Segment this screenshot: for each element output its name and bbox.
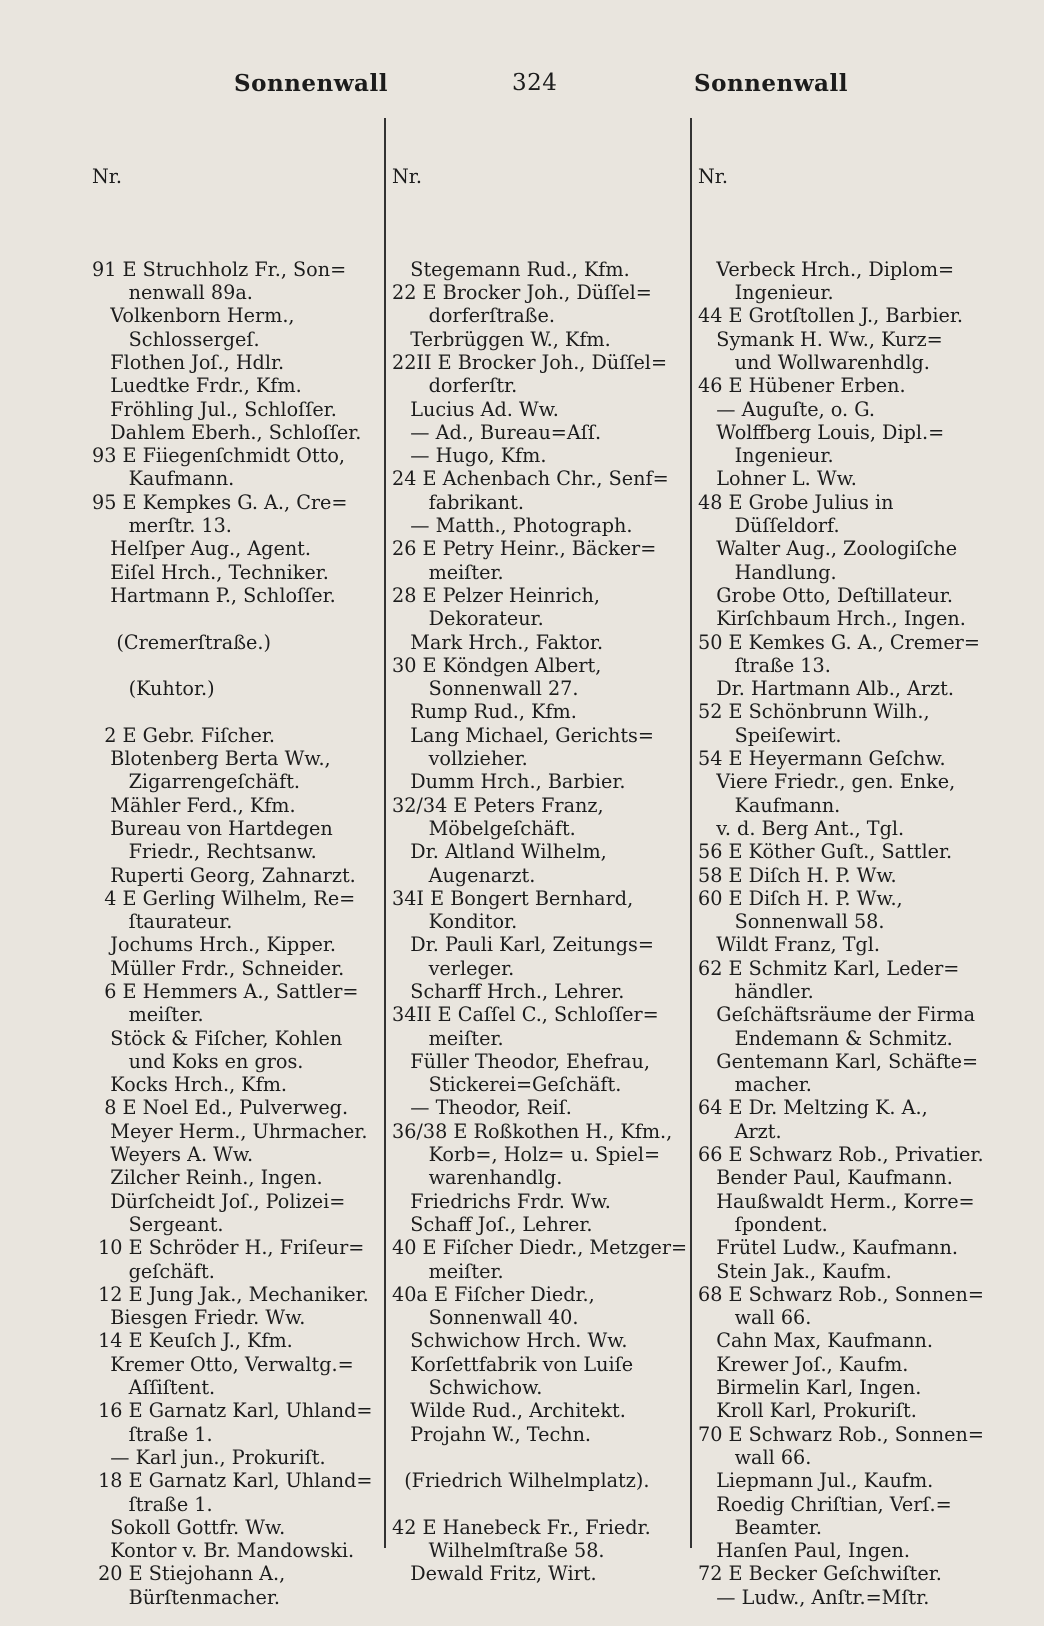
directory-entry-line: — Karl jun., Prokuriſt. [92, 1445, 326, 1469]
directory-entry-line: warenhandlg. [392, 1166, 563, 1190]
directory-entry-line: Eiſel Hrch., Techniker. [92, 560, 329, 584]
directory-entry-line: Ingenieur. [698, 444, 834, 468]
directory-entry-line: 91 E Struchholz Fr., Son= [92, 257, 347, 281]
directory-entry-line: 93 E Fiiegenſchmidt Otto, [92, 444, 345, 468]
directory-entry-line: Rump Rud., Kfm. [392, 700, 577, 724]
directory-entry-line: geſchäft. [92, 1259, 215, 1283]
directory-entry-line: 72 E Becker Geſchwiſter. [698, 1562, 942, 1586]
directory-entry-line: v. d. Berg Ant., Tgl. [698, 816, 905, 840]
directory-entry-line: Ruperti Georg, Zahnarzt. [92, 863, 356, 887]
column-entries [392, 234, 688, 1586]
directory-entry-line: vollzieher. [392, 747, 528, 771]
directory-entry-line: Mähler Ferd., Kfm. [92, 793, 296, 817]
directory-entry-line: 64 E Dr. Meltzing K. A., [698, 1096, 928, 1120]
directory-entry-line: Haußwaldt Herm., Korre= [698, 1189, 975, 1213]
directory-entry-line: Viere Friedr., gen. Enke, [698, 770, 956, 794]
directory-entry-line: Flothen Joſ., Hdlr. [92, 350, 285, 374]
directory-entry-line: meiſter. [392, 560, 504, 584]
directory-entry-line: Füller Theodor, Ehefrau, [392, 1049, 650, 1073]
directory-entry-line: Bender Paul, Kaufmann. [698, 1166, 953, 1190]
directory-entry-line: Cahn Max, Kaufmann. [698, 1329, 934, 1353]
directory-entry-line: 24 E Achenbach Chr., Senf= [392, 467, 669, 491]
directory-entry-line: (Cremerſtraße.) [92, 630, 271, 654]
directory-entry-line: ſtaurateur. [92, 910, 233, 934]
directory-entry-line: Meyer Herm., Uhrmacher. [92, 1119, 368, 1143]
directory-entry-line: Düſſeldorf. [698, 514, 840, 538]
directory-entry-line: dorferſtr. [392, 374, 518, 398]
directory-entry-line: Müller Frdr., Schneider. [92, 956, 345, 980]
directory-entry-line: ſtraße 13. [698, 653, 831, 677]
directory-entry-line: 10 E Schröder H., Friſeur= [92, 1236, 365, 1260]
page-number: 324 [512, 70, 558, 96]
directory-entry-line: 42 E Hanebeck Fr., Friedr. [392, 1515, 651, 1539]
directory-entry-line: 50 E Kemkes G. A., Cremer= [698, 630, 980, 654]
directory-entry-line: Aſſiſtent. [92, 1376, 216, 1400]
directory-entry-line: Sokoll Gottfr. Ww. [92, 1515, 286, 1539]
directory-entry-line: 4 E Gerling Wilhelm, Re= [92, 886, 356, 910]
header-left-street: Sonnenwall [234, 70, 388, 97]
directory-entry-line: ſtraße 1. [92, 1492, 213, 1516]
directory-entry-line: 54 E Heyermann Geſchw. [698, 747, 946, 771]
directory-entry-line: Weyers A. Ww. [92, 1143, 254, 1167]
directory-entry-line: Stegemann Rud., Kfm. [392, 257, 630, 281]
directory-entry-line: Jochums Hrch., Kipper. [92, 933, 337, 957]
directory-entry-line: 12 E Jung Jak., Mechaniker. [92, 1282, 369, 1306]
directory-entry-line: 14 E Keuſch J., Kfm. [92, 1329, 293, 1353]
directory-entry-line: Korb=, Holz= u. Spiel= [392, 1143, 661, 1167]
directory-entry-line: Dr. Altland Wilhelm, [392, 840, 607, 864]
directory-entry-line: Schlossergeſ. [92, 327, 260, 351]
directory-entry-line: 36/38 E Roßkothen H., Kfm., [392, 1119, 673, 1143]
directory-entry-line: 44 E Grotſtollen J., Barbier. [698, 304, 963, 328]
directory-entry-line: Dürſcheidt Joſ., Polizei= [92, 1189, 346, 1213]
directory-entry-line: Kroll Karl, Prokuriſt. [698, 1399, 917, 1423]
directory-entry-line: Stickerei=Geſchäft. [392, 1073, 622, 1097]
directory-entry-line: Wildt Franz, Tgl. [698, 933, 880, 957]
directory-entry-line: merſtr. 13. [92, 514, 232, 538]
directory-entry-line: 6 E Hemmers A., Sattler= [92, 979, 359, 1003]
directory-entry-line: ſtraße 1. [92, 1422, 213, 1446]
directory-entry-line: Kontor v. Br. Mandowski. [92, 1539, 355, 1563]
directory-entry-line: Grobe Otto, Deſtillateur. [698, 583, 953, 607]
directory-entry-line: Lohner L. Ww. [698, 467, 857, 491]
directory-entry-line: — Ad., Bureau=Aſſ. [392, 420, 602, 444]
directory-entry-line: 30 E Köndgen Albert, [392, 653, 602, 677]
directory-entry-line: Zigarrengeſchäft. [92, 770, 301, 794]
directory-entry-line: Projahn W., Techn. [392, 1422, 592, 1446]
directory-entry-line: Ingenieur. [698, 281, 834, 305]
directory-entry-line: Handlung. [698, 560, 837, 584]
directory-entry-line: 52 E Schönbrunn Wilh., [698, 700, 930, 724]
directory-entry-line: Dr. Hartmann Alb., Arzt. [698, 677, 954, 701]
directory-entry-line: wall 66. [698, 1306, 812, 1330]
directory-entry-line: 70 E Schwarz Rob., Sonnen= [698, 1422, 984, 1446]
directory-entry-line [92, 700, 392, 723]
directory-entry-line: 8 E Noel Ed., Pulverweg. [92, 1096, 349, 1120]
directory-entry-line: 28 E Pelzer Heinrich, [392, 583, 600, 607]
directory-entry-line: Lang Michael, Gerichts= [392, 723, 654, 747]
directory-entry-line: Schaff Joſ., Lehrer. [392, 1212, 593, 1236]
column-divider [690, 118, 692, 1548]
directory-entry-line: Volkenborn Herm., [92, 304, 295, 328]
directory-entry-line: ſpondent. [698, 1212, 828, 1236]
directory-entry-line: Sonnenwall 40. [392, 1306, 579, 1330]
directory-entry-line [698, 234, 1008, 257]
directory-entry-line: wall 66. [698, 1445, 812, 1469]
directory-entry-line: Bürſtenmacher. [92, 1585, 281, 1609]
directory-entry-line: Stein Jak., Kaufm. [698, 1259, 892, 1283]
directory-entry-line: 40a E Fiſcher Diedr., [392, 1282, 595, 1306]
directory-entry-line: Konditor. [392, 910, 518, 934]
directory-entry-line: Friedrichs Frdr. Ww. [392, 1189, 611, 1213]
directory-entry-line: Sonnenwall 58. [698, 910, 885, 934]
directory-entry-line: 68 E Schwarz Rob., Sonnen= [698, 1282, 984, 1306]
directory-entry-line: Sonnenwall 27. [392, 677, 579, 701]
directory-entry-line [392, 234, 686, 257]
directory-entry-line: Beamter. [698, 1515, 822, 1539]
directory-entry-line: — Hugo, Kfm. [392, 444, 547, 468]
directory-entry-line: Verbeck Hrch., Diplom= [698, 257, 955, 281]
directory-entry-line: 34I E Bongert Bernhard, [392, 886, 634, 910]
directory-entry-line: 95 E Kempkes G. A., Cre= [92, 490, 348, 514]
directory-entry-line: Frütel Ludw., Kaufmann. [698, 1236, 958, 1260]
directory-entry-line: Speiſewirt. [698, 723, 842, 747]
directory-entry-line: Roedig Chriſtian, Verſ.= [698, 1492, 952, 1516]
directory-entry-line: Dr. Pauli Karl, Zeitungs= [392, 933, 654, 957]
directory-entry-line [392, 1446, 686, 1469]
directory-entry-line: Hanſen Paul, Ingen. [698, 1539, 910, 1563]
directory-entry-line: Biesgen Friedr. Ww. [92, 1306, 306, 1330]
directory-entry-line: Mark Hrch., Faktor. [392, 630, 604, 654]
directory-entry-line: Lucius Ad. Ww. [392, 397, 559, 421]
directory-entry-line: Blotenberg Berta Ww., [92, 747, 331, 771]
directory-entry-line: Stöck & Fiſcher, Kohlen [92, 1026, 343, 1050]
column-1 [92, 118, 392, 1609]
directory-entry-line: Kremer Otto, Verwaltg.= [92, 1352, 354, 1376]
directory-entry-line: Kaufmann. [698, 793, 841, 817]
directory-entry-line: 32/34 E Peters Franz, [392, 793, 604, 817]
directory-entry-line: und Wollwarenhdlg. [698, 350, 930, 374]
directory-entry-line: Liepmann Jul., Kaufm. [698, 1469, 934, 1493]
directory-entry-line: Wilhelmſtraße 58. [392, 1539, 605, 1563]
directory-entry-line: Birmelin Karl, Ingen. [698, 1376, 922, 1400]
directory-entry-line [92, 234, 392, 257]
directory-entry-line: 2 E Gebr. Fiſcher. [92, 723, 276, 747]
directory-entry-line: 56 E Köther Guſt., Sattler. [698, 840, 953, 864]
directory-entry-line: (Kuhtor.) [92, 677, 215, 701]
column-label: Nr. [698, 164, 728, 188]
directory-entry-line: Fröhling Jul., Schloſſer. [92, 397, 337, 421]
directory-entry-line: Dekorateur. [392, 607, 544, 631]
column-2 [392, 118, 688, 1586]
directory-entry-line: Friedr., Rechtsanw. [92, 840, 317, 864]
directory-entry-line: — Ludw., Anſtr.=Mſtr. [698, 1585, 930, 1609]
directory-entry-line: Krewer Joſ., Kaufm. [698, 1352, 909, 1376]
directory-entry-line: 22 E Brocker Joh., Düſſel= [392, 281, 652, 305]
directory-entry-line: Schwichow Hrch. Ww. [392, 1329, 628, 1353]
directory-entry-line: Kaufmann. [92, 467, 235, 491]
directory-entry-line: 20 E Stiejohann A., [92, 1562, 286, 1586]
directory-entry-line: Geſchäftsräume der Firma [698, 1003, 976, 1027]
directory-entry-line: Bureau von Hartdegen [92, 816, 333, 840]
directory-entry-line [92, 654, 392, 677]
directory-entry-line: 16 E Garnatz Karl, Uhland= [92, 1399, 373, 1423]
directory-entry-line: 22II E Brocker Joh., Düſſel= [392, 350, 668, 374]
directory-entry-line: Scharff Hrch., Lehrer. [392, 979, 625, 1003]
directory-entry-line: 46 E Hübener Erben. [698, 374, 906, 398]
directory-entry-line: Helſper Aug., Agent. [92, 537, 311, 561]
directory-entry-line: meiſter. [392, 1026, 504, 1050]
directory-entry-line: Luedtke Frdr., Kfm. [92, 374, 302, 398]
directory-entry-line: Zilcher Reinh., Ingen. [92, 1166, 323, 1190]
directory-entry-line: 60 E Diſch H. P. Ww., [698, 886, 903, 910]
directory-entry-line: Korſettfabrik von Luiſe [392, 1352, 634, 1376]
directory-entry-line: 62 E Schmitz Karl, Leder= [698, 956, 960, 980]
directory-entry-line [92, 607, 392, 630]
directory-entry-line: Walter Aug., Zoologiſche [698, 537, 958, 561]
directory-entry-line: — Theodor, Reiſ. [392, 1096, 572, 1120]
directory-entry-line: Dumm Hrch., Barbier. [392, 770, 626, 794]
directory-entry-line: nenwall 89a. [92, 281, 253, 305]
directory-entry-line [392, 1493, 686, 1516]
directory-entry-line: macher. [698, 1073, 812, 1097]
directory-entry-line: 40 E Fiſcher Diedr., Metzger= [392, 1236, 688, 1260]
column-entries [92, 234, 392, 1609]
directory-entry-line: meiſter. [392, 1259, 504, 1283]
directory-entry-line: Dahlem Eberh., Schloſſer. [92, 420, 362, 444]
directory-entry-line: Schwichow. [392, 1376, 543, 1400]
directory-entry-line: 34II E Caſſel C., Schloſſer= [392, 1003, 659, 1027]
directory-entry-line: — Auguſte, o. G. [698, 397, 875, 421]
directory-entry-line: Gentemann Karl, Schäfte= [698, 1049, 979, 1073]
directory-entry-line: 26 E Petry Heinr., Bäcker= [392, 537, 657, 561]
column-label: Nr. [392, 164, 422, 188]
directory-entry-line: Endemann & Schmitz. [698, 1026, 953, 1050]
directory-entry-line: händler. [698, 979, 814, 1003]
directory-entry-line: 66 E Schwarz Rob., Privatier. [698, 1143, 984, 1167]
directory-entry-line: Wilde Rud., Architekt. [392, 1399, 626, 1423]
directory-entry-line: — Matth., Photograph. [392, 514, 633, 538]
directory-entry-line: Arzt. [698, 1119, 782, 1143]
directory-entry-line: verleger. [392, 956, 515, 980]
column-label: Nr. [92, 164, 122, 188]
directory-entry-line: Sergeant. [92, 1212, 224, 1236]
directory-entry-line: und Koks en gros. [92, 1049, 304, 1073]
column-3 [698, 118, 1008, 1609]
directory-entry-line: Möbelgeſchäft. [392, 816, 576, 840]
directory-entry-line: Terbrüggen W., Kfm. [392, 327, 611, 351]
directory-entry-line: Hartmann P., Schloſſer. [92, 583, 336, 607]
directory-entry-line: Dewald Fritz, Wirt. [392, 1562, 597, 1586]
directory-entry-line: Wolffberg Louis, Dipl.= [698, 420, 945, 444]
directory-entry-line: Kocks Hrch., Kfm. [92, 1073, 288, 1097]
directory-entry-line: fabrikant. [392, 490, 524, 514]
directory-entry-line: Kirſchbaum Hrch., Ingen. [698, 607, 966, 631]
column-entries [698, 234, 1008, 1609]
directory-entry-line: meiſter. [92, 1003, 204, 1027]
directory-entry-line: (Friedrich Wilhelmplatz). [392, 1469, 650, 1493]
directory-entry-line: 58 E Diſch H. P. Ww. [698, 863, 897, 887]
directory-entry-line: 48 E Grobe Julius in [698, 490, 894, 514]
directory-entry-line: Augenarzt. [392, 863, 536, 887]
directory-entry-line: Symank H. Ww., Kurz= [698, 327, 943, 351]
directory-entry-line: 18 E Garnatz Karl, Uhland= [92, 1469, 373, 1493]
header-right-street: Sonnenwall [694, 70, 848, 97]
directory-entry-line: dorferſtraße. [392, 304, 555, 328]
